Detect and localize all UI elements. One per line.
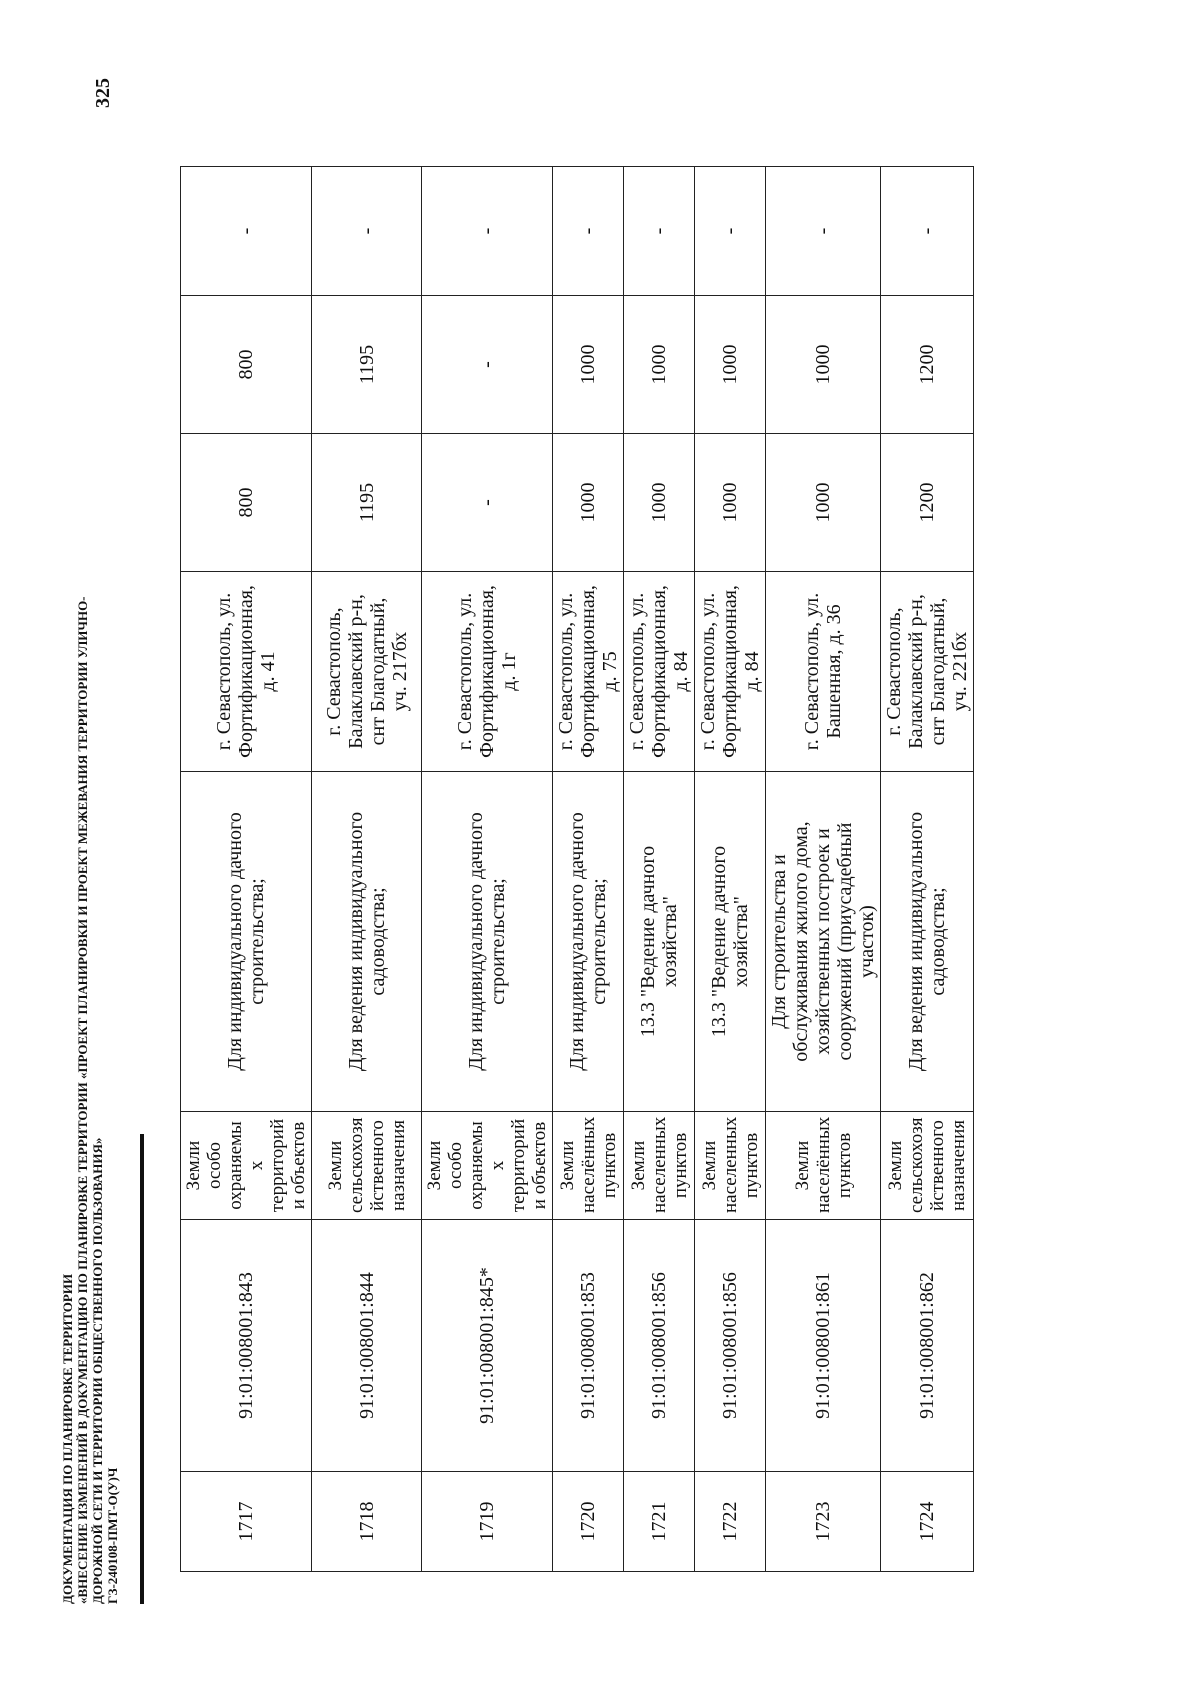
cadastral-number-cell	[624, 1220, 695, 1472]
header-line-1: ДОКУМЕНТАЦИЯ ПО ПЛАНИРОВКЕ ТЕРРИТОРИИ	[60, 1273, 75, 1604]
land-category-cell	[181, 1112, 312, 1220]
address-line: Балаклавский р-н,	[344, 594, 367, 749]
page-number: 325	[92, 78, 114, 108]
cadastral-number-cell	[766, 1220, 881, 1472]
land-category-line: и объектов	[529, 1121, 550, 1210]
area-value-line: -	[476, 499, 498, 506]
cadastral-number-line: 91:01:008001:853	[577, 1272, 599, 1419]
land-category-cell	[553, 1112, 624, 1220]
area-value-2-cell	[312, 296, 422, 434]
permitted-use-line: 13.3 "Ведение дачного	[637, 845, 659, 1038]
address-cell	[695, 572, 766, 772]
land-category-line: пунктов	[740, 1132, 762, 1199]
address-cell	[422, 572, 553, 772]
permitted-use-line: строительства;	[487, 878, 509, 1005]
area-value-cell	[766, 434, 881, 572]
area-value-cell	[624, 434, 695, 572]
table-row	[553, 167, 624, 1572]
table-row	[312, 167, 422, 1572]
extra-value-line: -	[812, 227, 834, 235]
row-number-line: 1723	[812, 1501, 834, 1542]
permitted-use-line: 13.3 "Ведение дачного	[708, 845, 730, 1038]
extra-value-line: -	[476, 227, 498, 235]
area-value-2-line: 1000	[648, 344, 670, 385]
land-category-line: назначения	[387, 1120, 409, 1212]
address-line: Фортификационная,	[648, 585, 670, 758]
extra-value-line: -	[355, 227, 378, 235]
land-category-line: назначения	[948, 1120, 969, 1212]
cadastral-number-line: 91:01:008001:856	[648, 1272, 670, 1419]
cadastral-number-line: 91:01:008001:856	[719, 1272, 741, 1419]
permitted-use-line: строительства;	[588, 878, 610, 1005]
permitted-use-cell	[695, 772, 766, 1112]
area-value-line: 800	[235, 487, 257, 518]
permitted-use-cell	[312, 772, 422, 1112]
land-category-line: Земли	[791, 1140, 813, 1191]
land-category-line: населённых	[577, 1116, 599, 1213]
area-value-line: 1200	[916, 482, 938, 523]
extra-value-cell	[881, 167, 974, 296]
area-value-2-cell	[695, 296, 766, 434]
area-value-2-line: 1195	[355, 344, 378, 385]
cadastral-number-cell	[695, 1220, 766, 1472]
permitted-use-line: Для строительства и	[768, 854, 790, 1029]
row-number-cell	[881, 1472, 974, 1572]
address-line: Башенная, д. 36	[823, 604, 845, 739]
area-value-2-line: 800	[235, 349, 257, 380]
cadastral-number-cell	[181, 1220, 312, 1472]
extra-value-cell	[422, 167, 553, 296]
land-category-line: охраняемы	[466, 1121, 487, 1210]
address-line: г. Севастополь, ул.	[697, 592, 719, 751]
address-cell	[624, 572, 695, 772]
cadastral-number-cell	[422, 1220, 553, 1472]
address-line: снт Благодатный,	[927, 597, 949, 746]
row-number-line: 1719	[476, 1501, 498, 1542]
cadastral-number-cell	[881, 1220, 974, 1472]
address-line: г. Севастополь, ул.	[626, 592, 648, 751]
cadastral-number-line: 91:01:008001:843	[235, 1272, 257, 1419]
area-value-line: 1000	[812, 482, 834, 523]
row-number-cell	[181, 1472, 312, 1572]
area-value-2-cell	[181, 296, 312, 434]
area-value-line: 1000	[648, 482, 670, 523]
land-category-line: населенных	[648, 1116, 670, 1213]
extra-value-cell	[553, 167, 624, 296]
address-line: г. Севастополь,	[322, 607, 345, 736]
permitted-use-line: садоводства;	[927, 887, 949, 996]
area-value-2-line: -	[476, 361, 498, 368]
address-cell	[881, 572, 974, 772]
land-category-line: территорий	[267, 1118, 288, 1213]
address-line: г. Севастополь, ул.	[454, 592, 476, 751]
land-category-line: х	[487, 1160, 508, 1171]
document-header	[60, 44, 120, 1604]
permitted-use-line: хозяйства"	[730, 896, 752, 987]
permitted-use-line: Для индивидуального дачного	[224, 812, 246, 1071]
land-category-cell	[312, 1112, 422, 1220]
cadastral-number-cell	[312, 1220, 422, 1472]
land-category-cell	[624, 1112, 695, 1220]
address-line: д. 75	[599, 651, 621, 692]
land-category-line: пунктов	[669, 1132, 691, 1199]
address-line: г. Севастополь, ул.	[801, 592, 823, 751]
row-number-cell	[695, 1472, 766, 1572]
permitted-use-cell	[624, 772, 695, 1112]
area-value-2-line: 1000	[719, 344, 741, 385]
area-value-line: 1000	[577, 482, 599, 523]
land-category-line: населённых	[812, 1116, 834, 1213]
cadastral-number-line: 91:01:008001:844	[355, 1272, 378, 1419]
land-category-line: пунктов	[833, 1132, 855, 1199]
cadastral-number-line: 91:01:008001:862	[916, 1272, 938, 1419]
land-category-line: населенных	[719, 1116, 741, 1213]
address-line: Фортификационная,	[719, 585, 741, 758]
land-category-cell	[766, 1112, 881, 1220]
table-row	[181, 167, 312, 1572]
permitted-use-cell	[181, 772, 312, 1112]
row-number-line: 1721	[648, 1501, 670, 1542]
address-cell	[766, 572, 881, 772]
address-cell	[553, 572, 624, 772]
land-category-line: х	[246, 1160, 267, 1171]
extra-value-line: -	[648, 227, 670, 235]
address-line: уч. 221бх	[949, 631, 971, 712]
address-line: снт Благодатный,	[366, 597, 389, 746]
extra-value-cell	[695, 167, 766, 296]
area-value-2-line: 1000	[812, 344, 834, 385]
row-number-cell	[312, 1472, 422, 1572]
header-rule	[140, 1134, 144, 1604]
extra-value-line: -	[916, 227, 938, 235]
cadastral-number-cell	[553, 1220, 624, 1472]
address-line: д. 41	[257, 651, 279, 692]
table-row	[881, 167, 974, 1572]
land-category-line: территорий	[508, 1118, 529, 1213]
address-line: Фортификационная,	[235, 585, 257, 758]
address-line: д. 84	[741, 651, 763, 692]
cadastral-number-line: 91:01:008001:845*	[476, 1267, 498, 1424]
area-value-2-line: 1000	[577, 344, 599, 385]
extra-value-cell	[312, 167, 422, 296]
extra-value-cell	[624, 167, 695, 296]
permitted-use-line: хозяйства"	[659, 896, 681, 987]
area-value-cell	[312, 434, 422, 572]
row-number-line: 1724	[916, 1501, 938, 1542]
row-number-line: 1722	[719, 1501, 741, 1542]
area-value-cell	[695, 434, 766, 572]
land-category-cell	[695, 1112, 766, 1220]
land-category-line: сельскохозя	[345, 1117, 367, 1213]
address-line: г. Севастополь, ул.	[555, 592, 577, 751]
header-line-3: ДОРОЖНОЙ СЕТИ И ТЕРРИТОРИИ ОБЩЕСТВЕННОГО ПОЛЬЗОВАНИЯ»	[90, 1137, 105, 1604]
address-line: Балаклавский р-н,	[905, 594, 927, 749]
land-category-line: Земли	[627, 1140, 649, 1191]
land-category-line: и объектов	[288, 1121, 309, 1210]
permitted-use-cell	[881, 772, 974, 1112]
address-cell	[181, 572, 312, 772]
extra-value-line: -	[719, 227, 741, 235]
permitted-use-line: сооружений (приусадебный	[834, 822, 856, 1061]
extra-value-cell	[766, 167, 881, 296]
table-row	[422, 167, 553, 1572]
permitted-use-line: Для индивидуального дачного	[566, 812, 588, 1071]
row-number-cell	[624, 1472, 695, 1572]
land-category-line: Земли	[698, 1140, 720, 1191]
area-value-2-cell	[881, 296, 974, 434]
land-category-line: Земли	[556, 1140, 578, 1191]
header-line-4: ГЗ-240108-ПМТ-О(У)Ч	[105, 1467, 120, 1604]
area-value-line: 1000	[719, 482, 741, 523]
table-row	[624, 167, 695, 1572]
land-category-line: пунктов	[598, 1132, 620, 1199]
address-line: г. Севастополь, ул.	[213, 592, 235, 751]
land-category-line: сельскохозя	[906, 1117, 927, 1213]
land-category-line: Земли	[885, 1140, 906, 1191]
permitted-use-line: Для ведения индивидуального	[905, 811, 927, 1072]
area-value-2-cell	[624, 296, 695, 434]
permitted-use-line: обслуживания жилого дома,	[790, 821, 812, 1062]
row-number-line: 1718	[355, 1501, 378, 1542]
land-category-line: Земли	[424, 1140, 445, 1191]
land-category-line: Земли	[324, 1140, 346, 1191]
row-number-cell	[766, 1472, 881, 1572]
address-line: Фортификационная,	[577, 585, 599, 758]
table-row	[695, 167, 766, 1572]
address-line: д. 1г	[498, 652, 520, 691]
permitted-use-line: садоводства;	[366, 887, 389, 996]
address-line: уч. 217бх	[388, 631, 411, 712]
row-number-cell	[553, 1472, 624, 1572]
table-row	[766, 167, 881, 1572]
permitted-use-cell	[422, 772, 553, 1112]
area-value-cell	[422, 434, 553, 572]
address-line: Фортификационная,	[476, 585, 498, 758]
area-value-2-cell	[553, 296, 624, 434]
permitted-use-line: Для индивидуального дачного	[465, 812, 487, 1071]
cadastral-number-line: 91:01:008001:861	[812, 1272, 834, 1419]
row-number-cell	[422, 1472, 553, 1572]
area-value-cell	[553, 434, 624, 572]
land-category-cell	[422, 1112, 553, 1220]
permitted-use-line: участок)	[856, 905, 878, 978]
address-line: д. 84	[670, 651, 692, 692]
row-number-line: 1720	[577, 1501, 599, 1542]
land-category-line: йственного	[927, 1120, 948, 1211]
extra-value-line: -	[577, 227, 599, 235]
land-category-line: Земли	[183, 1140, 204, 1191]
permitted-use-line: хозяйственных построек и	[812, 828, 834, 1055]
area-value-2-line: 1200	[916, 344, 938, 385]
area-value-2-cell	[766, 296, 881, 434]
area-value-cell	[181, 434, 312, 572]
area-value-cell	[881, 434, 974, 572]
land-category-cell	[881, 1112, 974, 1220]
land-category-line: йственного	[366, 1120, 388, 1211]
permitted-use-cell	[766, 772, 881, 1112]
extra-value-cell	[181, 167, 312, 296]
extra-value-line: -	[235, 227, 257, 235]
land-category-line: особо	[204, 1141, 225, 1190]
permitted-use-cell	[553, 772, 624, 1112]
area-value-2-cell	[422, 296, 553, 434]
land-category-line: охраняемы	[225, 1121, 246, 1210]
row-number-line: 1717	[235, 1501, 257, 1542]
address-line: г. Севастополь,	[883, 607, 905, 736]
land-plots-table	[180, 166, 974, 1572]
land-category-line: особо	[445, 1141, 466, 1190]
area-value-line: 1195	[355, 482, 378, 523]
address-cell	[312, 572, 422, 772]
permitted-use-line: строительства;	[246, 878, 268, 1005]
permitted-use-line: Для ведения индивидуального	[344, 811, 367, 1072]
header-line-2: «ВНЕСЕНИЕ ИЗМЕНЕНИЙ В ДОКУМЕНТАЦИЮ ПО ПЛАНИРОВКЕ ТЕРРИТОРИИ «ПРОЕКТ ПЛАНИРОВКИ И ПРОЕКТ МЕЖЕВАНИЯ ТЕРРИТОРИИ УЛИЧНО-	[75, 596, 90, 1604]
